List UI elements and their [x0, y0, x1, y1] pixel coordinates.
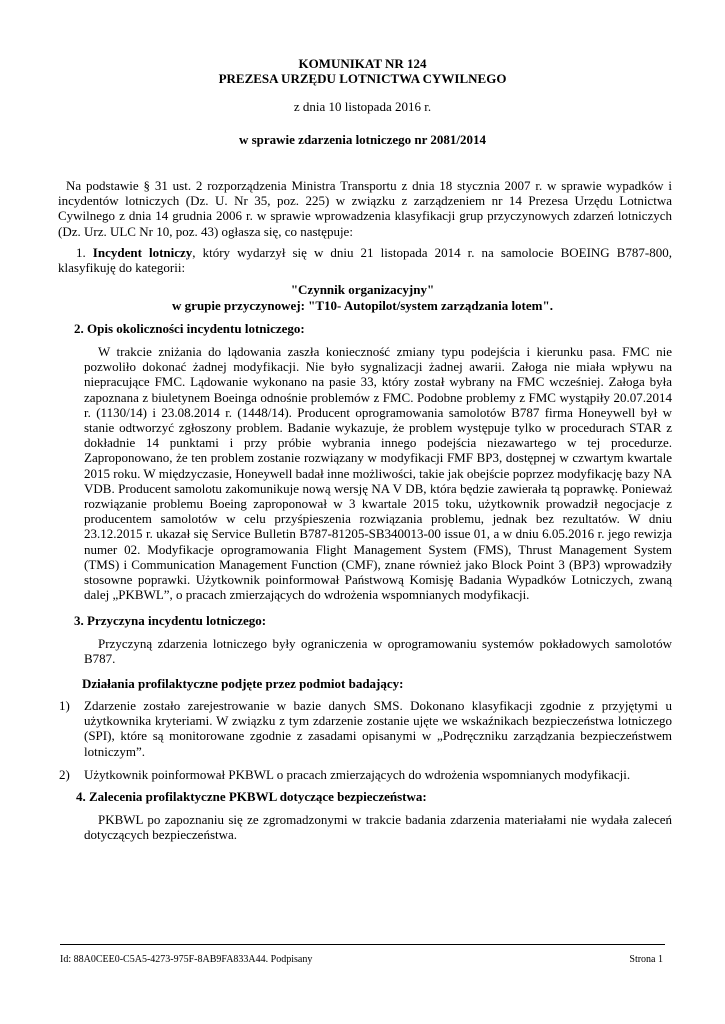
footer-document-id: Id: 88A0CEE0-C5A5-4273-975F-8AB9FA833A44. Podpisany: [60, 954, 313, 965]
section2-heading: 2. Opis okoliczności incydentu lotniczego:: [74, 321, 305, 336]
document-date: z dnia 10 listopada 2016 r.: [293, 99, 432, 114]
action-item-number: 1): [59, 698, 70, 713]
section1-text: , który wydarzył się w dniu 21 listopada 2014 r. na samolocie BOEING B787-800, klasyfikuję do kategorii:: [58, 245, 672, 276]
section2-paragraph: W trakcie zniżania do lądowania zaszła konieczność zmiany typu podejścia i kierunku pasa. FMC nie pozwoliło dokonać żadnej modyfikacji. Nie było sygnalizacji żadnej awarii. Załoga nie miała wpływu na niepracujące FMC. Lądowanie wykonano na pasie 33, który został wybrany na FMC wcześniej. Załoga była zapoznana z biuletynem Boeinga odnośnie problemów z FMC. Podobne problemy z FMC wystąpiły 20.07.2014 r. (1130/14) i 23.08.2014 r. (1448/14). Producent oprogramowania samolotów B787 firma Honeywell był w stanie odtworzyć zgłoszony problem. Badanie wykazuje, że problem występuje tylko w procedurach STAR z dokładnie 14 punktami i przy próbie wybrania innego podejścia niezawartego w tej procedurze. Zaproponowano, że ten problem zostanie rozwiązany w modyfikacji FMF BP3, dostępnej w czwartym kwartale 2015 roku. W międzyczasie, Honeywell badał inne możliwości, takie jak obejście poprzez modyfikację bazy NA VDB. Producent samolotu zakomunikuje nową wersję NA V DB, która będzie zawierała tą poprawkę. Ponieważ rozwiązanie problemu Boeing zaproponował w 3 kwartale 2015 toku, użytkownik prowadził negocjacje z producentem samolotów w celu przyśpieszenia rozwiązania problemu, jednak bez rezultatów. W dniu 23.12.2015 r. ukazał się Service Bulletin B787-81205-SB340013-00 issue 01, a w dniu 6.05.2016 r. jego rewizja numer 02. Modyfikacje oprogramowania Flight Management System (FMS), Thrust Management System (TMS) i Communication Management Function (CMF), znane również jako Block Point 3 (BP3) wprowadziły stosowne poprawki. Użytkownik poinformował Państwową Komisję Badania Wypadków Lotniczych, zwaną dalej „PKBWL”, o pracach zmierzających do wdrożenia wspomnianych modyfikacji.: [84, 344, 672, 603]
action-item-number: 2): [59, 767, 70, 782]
footer-page-number: Strona 1: [629, 954, 663, 965]
section1-number: 1.: [76, 245, 86, 260]
document-subject: w sprawie zdarzenia lotniczego nr 2081/2014: [238, 132, 487, 147]
action-item-text: Zdarzenie zostało zarejestrowanie w bazie danych SMS. Dokonano klasyfikacji zgodnie z przyjętymi u użytkownika kryteriami. W związku z tym zdarzenie zostanie ujęte we wskaźnikach bezpieczeństwa lotniczego (SPI), które są monitorowane zgodnie z zasadami opisanymi w „Podręczniku zarządzania bezpieczeństwem lotniczym”.: [84, 698, 672, 759]
section3-paragraph: Przyczyną zdarzenia lotniczego były ograniczenia w oprogramowaniu systemów pokładowych samolotów B787.: [84, 636, 672, 667]
footer-divider: [60, 944, 665, 945]
intro-paragraph: Na podstawie § 31 ust. 2 rozporządzenia Ministra Transportu z dnia 18 stycznia 2007 r. w sprawie wypadków i incydentów lotniczych (Dz. U. Nr 35, poz. 225) w związku z zarządzeniem nr 14 Prezesa Urzędu Lotnictwa Cywilnego z dnia 14 grudnia 2006 r. w sprawie wprowadzenia klasyfikacji grup przyczynowych zdarzeń lotniczych (Dz. Urz. ULC Nr 10, poz. 43) ogłasza się, co następuje:: [58, 178, 672, 239]
section4-paragraph: PKBWL po zapoznaniu się ze zgromadzonymi w trakcie badania zdarzenia materiałami nie wydała zaleceń dotyczących bezpieczeństwa.: [84, 812, 672, 843]
section1-group: w grupie przyczynowej: "T10- Autopilot/system zarządzania lotem".: [172, 298, 553, 313]
section1-paragraph: [58, 245, 672, 275]
document-title-line2: PREZESA URZĘDU LOTNICTWA CYWILNEGO: [218, 71, 507, 86]
section1-category: "Czynnik organizacyjny": [290, 282, 435, 297]
document-title-line1: KOMUNIKAT NR 124: [298, 56, 427, 71]
section1-label: Incydent lotniczy: [92, 245, 193, 260]
section4-heading: 4. Zalecenia profilaktyczne PKBWL dotyczące bezpieczeństwa:: [76, 789, 427, 804]
action-item-text: Użytkownik poinformował PKBWL o pracach zmierzających do wdrożenia wspomnianych modyfikacji.: [84, 767, 631, 782]
section3-heading: 3. Przyczyna incydentu lotniczego:: [74, 613, 267, 628]
actions-heading: Działania profilaktyczne podjęte przez podmiot badający:: [82, 676, 404, 691]
